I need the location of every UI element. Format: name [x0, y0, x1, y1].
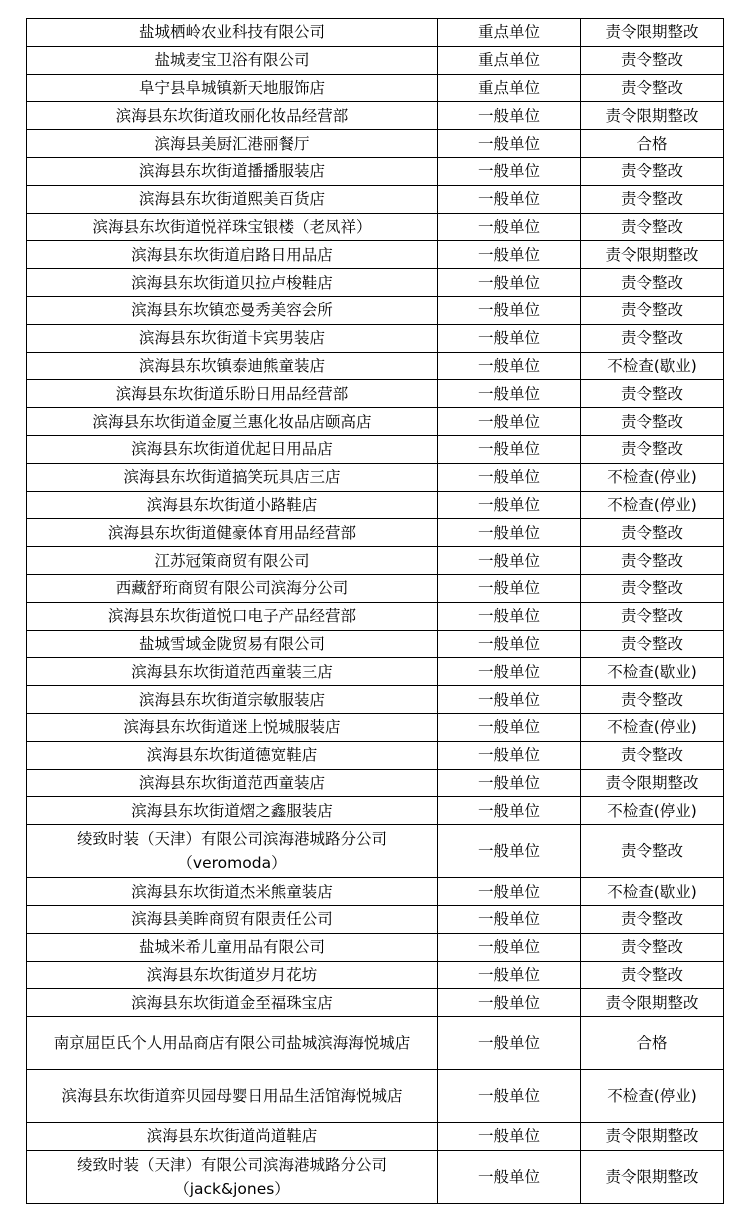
table-body [27, 19, 724, 1204]
unit-name-cell: 滨海县东坎街道卡宾男装店 [27, 324, 438, 352]
unit-name-cell: 滨海县东坎街道悦祥珠宝银楼（老凤祥） [27, 213, 438, 241]
unit-category-cell: 一般单位 [438, 989, 581, 1017]
table-row [27, 825, 724, 878]
table-row [27, 1150, 724, 1203]
inspection-result-cell: 不检查(歇业) [581, 352, 724, 380]
inspection-result-cell: 合格 [581, 130, 724, 158]
table-row [27, 961, 724, 989]
unit-category-cell: 一般单位 [438, 769, 581, 797]
inspection-result-cell: 责令限期整改 [581, 241, 724, 269]
table-row [27, 157, 724, 185]
inspection-result-cell: 责令限期整改 [581, 102, 724, 130]
unit-name-cell: 滨海县东坎街道弈贝园母婴日用品生活馆海悦城店 [27, 1070, 438, 1123]
unit-name-cell: 盐城栖岭农业科技有限公司 [27, 19, 438, 47]
table-row [27, 408, 724, 436]
unit-category-cell: 一般单位 [438, 519, 581, 547]
inspection-result-cell: 责令限期整改 [581, 19, 724, 47]
inspection-result-cell: 责令限期整改 [581, 769, 724, 797]
unit-name-cell: 滨海县东坎街道金至福珠宝店 [27, 989, 438, 1017]
unit-name-cell: 盐城米希儿童用品有限公司 [27, 933, 438, 961]
unit-name-cell: 滨海县东坎街道搞笑玩具店三店 [27, 463, 438, 491]
inspection-results-table [26, 18, 724, 1204]
table-row [27, 435, 724, 463]
unit-name-cell: 滨海县东坎街道熠之鑫服装店 [27, 797, 438, 825]
inspection-result-cell: 责令整改 [581, 547, 724, 575]
unit-name-cell: 滨海县东坎街道宗敏服装店 [27, 686, 438, 714]
inspection-result-cell: 责令整改 [581, 933, 724, 961]
unit-category-cell: 一般单位 [438, 905, 581, 933]
unit-category-cell: 一般单位 [438, 658, 581, 686]
inspection-result-cell: 不检查(歇业) [581, 658, 724, 686]
unit-name-cell: 西藏舒珩商贸有限公司滨海分公司 [27, 574, 438, 602]
unit-name-cell: 盐城雪域金陇贸易有限公司 [27, 630, 438, 658]
table-row [27, 463, 724, 491]
inspection-result-cell: 责令整改 [581, 408, 724, 436]
unit-category-cell: 一般单位 [438, 713, 581, 741]
unit-name-cell: 滨海县东坎街道播播服装店 [27, 157, 438, 185]
unit-category-cell: 一般单位 [438, 1070, 581, 1123]
table-row [27, 797, 724, 825]
unit-category-cell: 一般单位 [438, 1123, 581, 1151]
inspection-result-cell: 责令整改 [581, 630, 724, 658]
unit-name-cell: 滨海县东坎街道熙美百货店 [27, 185, 438, 213]
unit-name-cell: 绫致时装（天津）有限公司滨海港城路分公司（veromoda） [27, 825, 438, 878]
table-row [27, 547, 724, 575]
inspection-result-cell: 责令整改 [581, 213, 724, 241]
table-row [27, 324, 724, 352]
unit-category-cell: 一般单位 [438, 185, 581, 213]
table-row [27, 380, 724, 408]
unit-category-cell: 一般单位 [438, 933, 581, 961]
unit-name-cell: 滨海县东坎街道金厦兰惠化妆品店颐高店 [27, 408, 438, 436]
unit-name-cell: 绫致时装（天津）有限公司滨海港城路分公司（jack&jones） [27, 1150, 438, 1203]
table-row [27, 130, 724, 158]
table-row [27, 658, 724, 686]
table-row [27, 1017, 724, 1070]
unit-category-cell: 一般单位 [438, 961, 581, 989]
unit-name-cell: 滨海县东坎街道范西童装三店 [27, 658, 438, 686]
unit-name-cell: 滨海县东坎街道健豪体育用品经营部 [27, 519, 438, 547]
unit-name-cell: 滨海县美眸商贸有限责任公司 [27, 905, 438, 933]
unit-name-cell: 滨海县东坎街道悦口电子产品经营部 [27, 602, 438, 630]
table-row [27, 630, 724, 658]
table-row [27, 686, 724, 714]
table-row [27, 352, 724, 380]
unit-category-cell: 一般单位 [438, 296, 581, 324]
table-row [27, 74, 724, 102]
inspection-result-cell: 不检查(停业) [581, 463, 724, 491]
inspection-result-cell: 不检查(停业) [581, 797, 724, 825]
unit-category-cell: 一般单位 [438, 435, 581, 463]
unit-name-cell: 滨海县东坎街道岁月花坊 [27, 961, 438, 989]
table-row [27, 19, 724, 47]
unit-category-cell: 一般单位 [438, 130, 581, 158]
inspection-result-cell: 责令限期整改 [581, 1123, 724, 1151]
unit-name-cell: 滨海县东坎街道启路日用品店 [27, 241, 438, 269]
unit-name-cell: 盐城麦宝卫浴有限公司 [27, 46, 438, 74]
inspection-result-cell: 责令限期整改 [581, 989, 724, 1017]
unit-category-cell: 一般单位 [438, 213, 581, 241]
table-row [27, 878, 724, 906]
inspection-result-cell: 责令限期整改 [581, 1150, 724, 1203]
unit-name-cell: 滨海县东坎街道迷上悦城服装店 [27, 713, 438, 741]
unit-category-cell: 一般单位 [438, 1017, 581, 1070]
inspection-result-cell: 责令整改 [581, 435, 724, 463]
unit-name-cell: 滨海县东坎街道范西童装店 [27, 769, 438, 797]
unit-name-cell: 滨海县东坎街道贝拉卢梭鞋店 [27, 269, 438, 297]
table-row [27, 519, 724, 547]
table-row [27, 269, 724, 297]
table-row [27, 574, 724, 602]
unit-category-cell: 一般单位 [438, 408, 581, 436]
table-row [27, 102, 724, 130]
table-row [27, 1123, 724, 1151]
inspection-result-cell: 责令整改 [581, 961, 724, 989]
table-row [27, 213, 724, 241]
inspection-result-cell: 责令整改 [581, 602, 724, 630]
unit-category-cell: 一般单位 [438, 380, 581, 408]
unit-category-cell: 一般单位 [438, 878, 581, 906]
unit-category-cell: 一般单位 [438, 825, 581, 878]
inspection-result-cell: 责令整改 [581, 324, 724, 352]
unit-name-cell: 滨海县东坎街道乐盼日用品经营部 [27, 380, 438, 408]
inspection-result-cell: 责令整改 [581, 46, 724, 74]
inspection-result-cell: 责令整改 [581, 185, 724, 213]
inspection-result-cell: 责令整改 [581, 905, 724, 933]
unit-name-cell: 南京屈臣氏个人用品商店有限公司盐城滨海海悦城店 [27, 1017, 438, 1070]
inspection-result-cell: 合格 [581, 1017, 724, 1070]
unit-name-cell: 滨海县东坎街道玫丽化妆品经营部 [27, 102, 438, 130]
unit-name-cell: 滨海县东坎街道德宽鞋店 [27, 741, 438, 769]
table-row [27, 933, 724, 961]
inspection-result-cell: 责令整改 [581, 519, 724, 547]
unit-category-cell: 重点单位 [438, 74, 581, 102]
table-row [27, 989, 724, 1017]
table-row [27, 46, 724, 74]
unit-category-cell: 一般单位 [438, 574, 581, 602]
unit-category-cell: 一般单位 [438, 797, 581, 825]
unit-category-cell: 一般单位 [438, 1150, 581, 1203]
inspection-result-cell: 不检查(歇业) [581, 878, 724, 906]
table-row [27, 185, 724, 213]
inspection-result-cell: 不检查(停业) [581, 1070, 724, 1123]
unit-category-cell: 一般单位 [438, 241, 581, 269]
table-row [27, 769, 724, 797]
inspection-result-cell: 不检查(停业) [581, 491, 724, 519]
unit-name-cell: 滨海县东坎镇恋曼秀美容会所 [27, 296, 438, 324]
unit-category-cell: 一般单位 [438, 491, 581, 519]
unit-name-cell: 滨海县东坎街道优起日用品店 [27, 435, 438, 463]
inspection-result-cell: 责令整改 [581, 157, 724, 185]
inspection-result-cell: 责令整改 [581, 269, 724, 297]
unit-category-cell: 一般单位 [438, 630, 581, 658]
table-row [27, 1070, 724, 1123]
table-row [27, 491, 724, 519]
unit-name-cell: 滨海县东坎街道小路鞋店 [27, 491, 438, 519]
table-row [27, 713, 724, 741]
unit-name-cell: 滨海县美厨汇港丽餐厅 [27, 130, 438, 158]
table-row [27, 241, 724, 269]
table-row [27, 602, 724, 630]
table-row [27, 905, 724, 933]
unit-name-cell: 江苏冠策商贸有限公司 [27, 547, 438, 575]
unit-category-cell: 一般单位 [438, 157, 581, 185]
table-row [27, 296, 724, 324]
unit-category-cell: 一般单位 [438, 102, 581, 130]
inspection-result-cell: 责令整改 [581, 825, 724, 878]
unit-category-cell: 一般单位 [438, 547, 581, 575]
unit-category-cell: 一般单位 [438, 741, 581, 769]
inspection-result-cell: 责令整改 [581, 380, 724, 408]
unit-category-cell: 一般单位 [438, 324, 581, 352]
inspection-result-cell: 责令整改 [581, 686, 724, 714]
unit-name-cell: 滨海县东坎街道杰米熊童装店 [27, 878, 438, 906]
inspection-result-cell: 责令整改 [581, 741, 724, 769]
inspection-result-cell: 责令整改 [581, 296, 724, 324]
unit-category-cell: 一般单位 [438, 269, 581, 297]
unit-category-cell: 一般单位 [438, 352, 581, 380]
inspection-result-cell: 责令整改 [581, 74, 724, 102]
inspection-result-cell: 责令整改 [581, 574, 724, 602]
unit-name-cell: 滨海县东坎镇泰迪熊童装店 [27, 352, 438, 380]
unit-category-cell: 一般单位 [438, 686, 581, 714]
unit-category-cell: 一般单位 [438, 463, 581, 491]
table-row [27, 741, 724, 769]
unit-name-cell: 阜宁县阜城镇新天地服饰店 [27, 74, 438, 102]
unit-name-cell: 滨海县东坎街道尚道鞋店 [27, 1123, 438, 1151]
unit-category-cell: 重点单位 [438, 19, 581, 47]
inspection-result-cell: 不检查(停业) [581, 713, 724, 741]
unit-category-cell: 重点单位 [438, 46, 581, 74]
unit-category-cell: 一般单位 [438, 602, 581, 630]
